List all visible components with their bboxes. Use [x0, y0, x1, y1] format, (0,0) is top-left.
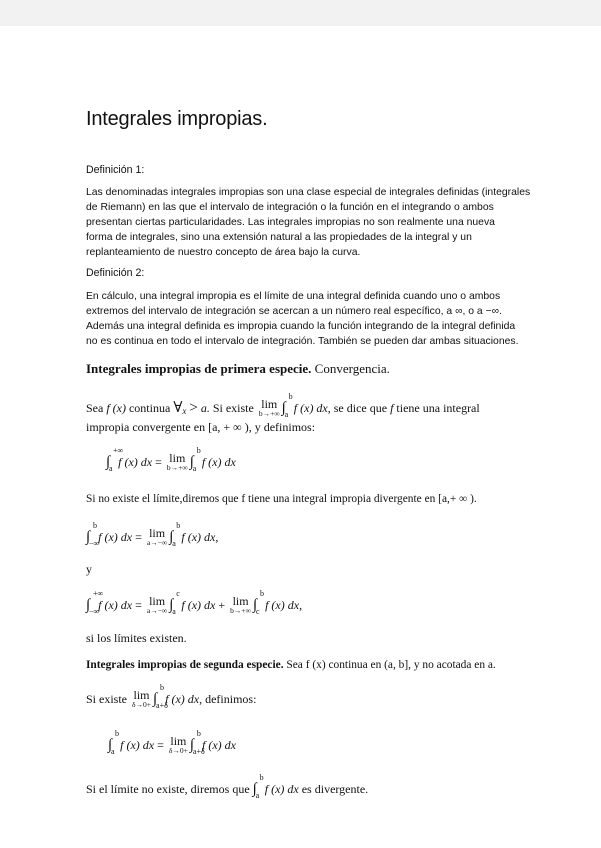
formula-first-kind: ∫ +∞ a f (x) dx = lim b→+∞ ∫ b a f (x) dx	[106, 446, 236, 473]
integral-sign: ∫ +∞ −∞	[86, 589, 104, 616]
forall-symbol: ∀	[173, 400, 183, 416]
formula-second-kind: ∫ b a f (x) dx = lim δ→0+ ∫ b a+δ f (x) dx	[108, 729, 236, 756]
limit-operator: lim b→+∞	[166, 451, 188, 473]
limit-operator: lim δ→0+	[132, 688, 152, 710]
def1-line: replanteamiento de nuestro concepto de área bajo la curva.	[86, 247, 361, 258]
integral-sign: ∫ c a	[169, 589, 180, 616]
integral-sign: ∫ b a	[189, 446, 201, 473]
integral-sign: ∫ b a	[169, 521, 181, 548]
definition-2-text	[86, 289, 526, 349]
conjunction-y: y	[86, 562, 92, 576]
integral-sign: ∫ b a+δ	[189, 729, 205, 756]
def2-line: En cálculo, una integral impropia es el límite de una integral definida cuando uno o ambos	[86, 291, 501, 302]
section-2-conclusion: Si el límite no existe, diremos que ∫ b a f (x) dx es divergente.	[86, 773, 369, 800]
integral-sign: ∫ b a	[108, 729, 119, 756]
definition-1-heading: Definición 1:	[86, 164, 145, 176]
formula-minus-infinity: ∫ b −∞ f (x) dx = lim a→−∞ ∫ b a f (x) dx,	[86, 521, 219, 548]
def1-line: de Riemann) en las que el intervalo de integración o la función en el integrando o ambos	[86, 202, 494, 213]
limit-operator: lim a→−∞	[146, 526, 168, 548]
page-title: Integrales impropias.	[86, 108, 268, 130]
section-1-definition-line2: impropia convergente en [a, + ∞ ), y definimos:	[86, 420, 316, 434]
limit-operator: lim a→−∞	[146, 594, 168, 616]
def1-line: presentan ciertas particularidades. Las integrales impropias no son realmente una nueva	[86, 217, 495, 228]
integral-sign: ∫ b a	[281, 392, 293, 419]
integral-sign: ∫ b a	[252, 773, 264, 800]
definition-1-text	[86, 185, 531, 260]
limit-operator: lim b→+∞	[258, 397, 280, 419]
integral-sign: ∫ +∞ a	[106, 446, 124, 473]
def2-line: extremos del intervalo de integración se acercan a un número real específico, a ∞, o a −∞.	[86, 306, 502, 317]
document-page	[0, 26, 601, 848]
integral-sign: ∫ b a+δ	[153, 683, 168, 710]
limit-operator: lim b→+∞	[230, 594, 251, 616]
definition-2-heading: Definición 2:	[86, 267, 145, 279]
section-2-definition: Si existe lim δ→0+ ∫ b a+δ f (x) dx, definimos:	[86, 683, 257, 710]
def1-line: forma de integrales, sino una extensión natural a las propiedades de la integral y un	[86, 232, 472, 243]
def2-line: Además una integral definida es impropia cuando la función integrando de la integral definida	[86, 321, 516, 332]
integral-sign: ∫ b c	[252, 589, 264, 616]
limit-operator: lim δ→0+	[168, 734, 188, 756]
section-1-heading: Integrales impropias de primera especie. Convergencia.	[86, 361, 390, 376]
def1-line: Las denominadas integrales impropias son una clase especial de integrales definidas (integrales	[86, 187, 531, 198]
formula-both-infinite: ∫ +∞ −∞ f (x) dx = lim a→−∞ ∫ c a f (x) dx + lim b→+∞ ∫ b c f (x) dx,	[86, 589, 303, 616]
section-2-heading: Integrales impropias de segunda especie. Sea f (x) continua en (a, b], y no acotada en a.	[86, 659, 496, 671]
section-1-definition: Sea f (x) continua ∀x > a. Si existe lim b→+∞ ∫ b a f (x) dx, se dice que f tiene una integral	[86, 392, 480, 419]
integral-sign: ∫ b −∞	[86, 521, 100, 548]
limits-exist-note: si los límites existen.	[86, 631, 187, 645]
def2-line: no es continua en todo el intervalo de integración. También se pueden dar ambas situaciones.	[86, 336, 519, 347]
divergent-statement: Si no existe el límite,diremos que f tiene una integral impropia divergente en [a,+ ∞ ).	[86, 493, 477, 505]
